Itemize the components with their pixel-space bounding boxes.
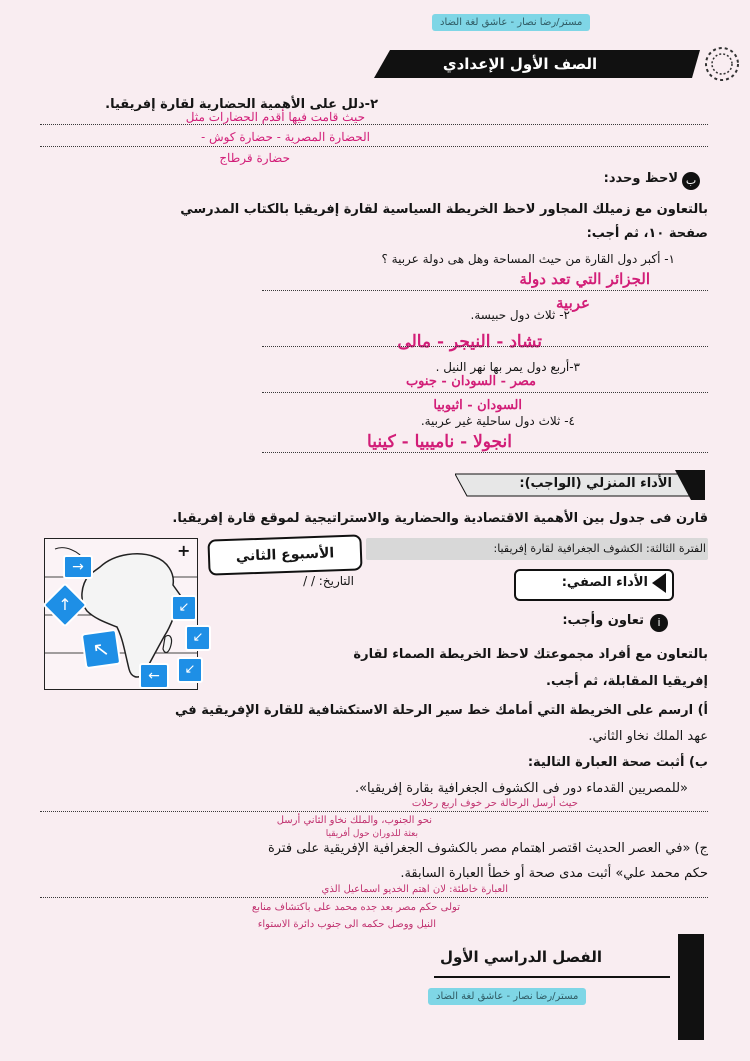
week-box: الأسبوع الثاني (207, 534, 362, 575)
homework-task: قارن فى جدول بين الأهمية الاقتصادية والحضارية والاستراتيجية لموقع قارة إفريقيا. (172, 511, 708, 526)
info-icon: i (650, 611, 668, 632)
section-b-intro-2: صفحة ١٠، ثم أجب: (586, 226, 708, 241)
section-b-title: لاحظ وحدد: (603, 171, 678, 186)
section-b-intro-1: بالتعاون مع زميلك المجاور لاحظ الخريطة السياسية لقارة إفريقيا بالكتاب المدرسي (180, 202, 708, 217)
period-label: الفترة الثالثة: الكشوف الجغرافية لقارة إفريقيا: (493, 542, 706, 555)
grade-banner: الصف الأول الإعدادي (442, 55, 598, 73)
item-4-prompt: ٤- ثلاث دول ساحلية غير عربية. (420, 414, 575, 428)
part-b-title: ب) أثبت صحة العبارة التالية: (527, 755, 708, 770)
item-1-prompt: ١- أكبر دول القارة من حيث المساحة وهل هى دولة عربية ؟ (381, 252, 675, 266)
semester-title: الفصل الدراسي الأول (440, 948, 602, 966)
footer-rule (434, 976, 670, 978)
item-1-answer-2: عربية (556, 294, 590, 312)
answer-line (262, 346, 708, 347)
arrow-up-left-icon[interactable]: ↖ (81, 629, 122, 670)
answer-line (40, 124, 708, 125)
answer-line (262, 392, 708, 393)
author-tag: مستر/رضا نصار - عاشق لغة الضاد (432, 14, 590, 31)
item-3-answer-2: السودان - اثيوبيا (433, 398, 522, 413)
part-a-line-2: عهد الملك نخاو الثاني. (588, 729, 708, 744)
date-label: التاريخ: / / (303, 574, 354, 588)
play-icon (650, 571, 670, 595)
compass-plus: + (177, 541, 191, 560)
item-2-answer: تشاد - النيجر - مالى (397, 332, 542, 352)
arrow-down-left-icon[interactable]: ↙ (177, 657, 203, 683)
class-perf-title: الأداء الصفي: (561, 575, 648, 590)
item-4-answer: انجولا - ناميبيا - كينيا (367, 432, 512, 452)
item-2-prompt: ٢- ثلاث دول حبيسة. (470, 308, 570, 322)
part-b-answer-1: حيث أرسل الرحالة حر خوف اربع رحلات (411, 798, 578, 809)
q2-answer-1: حيث قامت فيها أقدم الحضارات مثل (185, 110, 365, 124)
arrow-down-left-icon[interactable]: ↙ (171, 595, 197, 621)
part-c-line-1: ج) «في العصر الحديث اقتصر اهتمام مصر بالكشوف الجغرافية الإفريقية على فترة (267, 841, 708, 856)
q2-answer-2: الحضارة المصرية - حضارة كوش - (201, 130, 370, 144)
item-1-answer: الجزائر التي تعد دولة (519, 270, 650, 288)
collab-title: تعاون وأجب: (562, 613, 644, 628)
africa-blank-map[interactable] (44, 538, 204, 690)
answer-line (40, 897, 708, 898)
author-tag-footer: مستر/رضا نصار - عاشق لغة الضاد (428, 988, 586, 1005)
footer-side-bar (678, 934, 704, 1040)
q2-prompt: ٢-دلل على الأهمية الحضارية لقارة إفريقيا. (105, 97, 378, 112)
item-3-answer: مصر - السودان - جنوب (405, 374, 536, 389)
q2-answer-3: حضارة قرطاج (219, 151, 290, 165)
part-c-answer-2: تولى حكم مصر بعد جده محمد على باكتشاف منابع (251, 902, 460, 913)
arrow-right-icon[interactable]: → (63, 555, 93, 579)
arrow-down-left-icon[interactable]: ↙ (185, 625, 211, 651)
answer-line (40, 811, 708, 812)
answer-line (262, 452, 708, 453)
collab-intro-1: بالتعاون مع أفراد مجموعتك لاحظ الخريطة الصماء لقارة (353, 647, 708, 662)
part-a-line-1: أ) ارسم على الخريطة التي أمامك خط سير الرحلة الاستكشافية للقارة الإفريقية في (175, 703, 708, 718)
part-b-answer-3: بعثة للدوران حول أفريقيا (325, 829, 418, 839)
part-c-answer-3: النيل ووصل حكمه الى جنوب دائرة الاستواء (257, 919, 436, 930)
collab-intro-2: إفريقيا المقابلة، ثم أجب. (546, 674, 708, 689)
item-3-prompt: ٣-أربع دول يمر بها نهر النيل . (435, 360, 580, 374)
section-b-badge: ب (682, 169, 700, 190)
answer-line (40, 146, 708, 147)
part-c-line-2: حكم محمد علي» أثبت مدى صحة أو خطأ العبارة السابقة. (400, 866, 708, 881)
part-c-answer-1: العبارة خاطئة: لان اهتم الخديو اسماعيل الذي (321, 884, 508, 895)
part-b-answer-2: نحو الجنوب، والملك نخاو الثاني أرسل (276, 815, 432, 826)
arrow-left-icon[interactable]: ← (139, 663, 169, 689)
part-b-statement: «للمصريين القدماء دور فى الكشوف الجغرافية بقارة إفريقيا». (354, 781, 688, 796)
homework-title: الأداء المنزلي (الواجب): (519, 476, 672, 491)
arrow-up-icon[interactable]: ↑ (42, 582, 87, 627)
answer-line (262, 290, 708, 291)
